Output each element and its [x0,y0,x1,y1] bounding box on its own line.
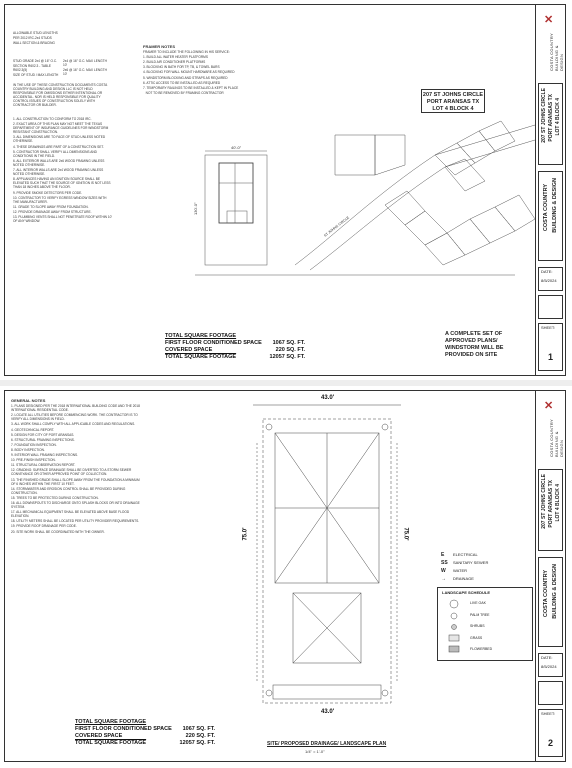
footage-row: FIRST FLOOR CONDITIONED SPACE 1067 SQ. FT. [165,340,305,346]
sheet-number: 2 [548,738,554,748]
note-line: 17. ALL MECHANICAL EQUIPMENT SHALL BE ELEVATED ABOVE BASE FLOOD ELEVATION. [11,510,131,519]
note-line: 4. BLOCKING FOR WALL MOUNT HARDWARE AS REQUIRED [143,70,235,75]
dim-top: 40'-0" [231,145,242,150]
stud-table-right [63,59,111,77]
sheet-separator [0,380,572,386]
note-line: 6. ALL EXTERIOR WALLS ARE 2x6 WOOD FRAMING UNLESS NOTED OTHERWISE. [13,158,106,167]
landscape-item: LIVE OAK [470,601,486,605]
note-line: 5. DESIGN FOR CITY OF PORT ARANSAS. [11,432,75,437]
date-field: DATE: 8/5/2024 [538,653,563,677]
plan-title: SITE/ PROPOSED DRAINAGE/ LANDSCAPE PLAN [267,741,387,747]
legend-item: W WATER [441,568,467,574]
note-line: 6. ATTIC ACCESS TO BE INSTALLED AS REQUIRED [143,80,221,85]
note-line: 1. ALL CONSTRUCTION TO CONFORM TO 2018 IRC. [13,117,92,121]
landscape-item: SHRUBS [470,624,485,628]
plan-scale: 1/4" = 1'-0" [305,749,325,754]
note-line: 7. FOUNDATION INSPECTION. [11,442,57,447]
note-line: 11. STRUCTURAL OBSERVATION REPORT. [11,463,76,468]
note-line: 8. BODY INSPECTION. [11,447,45,452]
title-block [535,5,565,375]
palm-tree-icon [451,613,457,619]
note-line: 7. TEMPORARY RAILINGS TO BE INSTALLED & KEPT IN PLACE [143,85,239,90]
titleblock-address: 207 ST JOHNS CIRCLE PORT ARANSAS TX LOT 4 BLOCK 4 [538,469,563,551]
drainage-plan-drawing [253,403,403,709]
note-line: 13. PLUMBING VENTS SHALL NOT PENETRATE ROOF WITHIN 10' OF ANY WINDOW. [13,214,113,224]
landscape-item: FLOWERBED [470,647,493,651]
titleblock-firm: COSTA COUNTRY BUILDING & DESIGN [538,557,563,647]
logo-mark-icon: ✕ [544,400,554,412]
dim-right: 75.0' [402,527,409,541]
footage-total: TOTAL SQUARE FOOTAGE 12057 SQ. FT. [165,354,305,360]
note-line: 3. ALL WORK SHALL COMPLY WITH ALL APPLICABLE CODES AND REGULATIONS. [11,422,136,427]
legend-item: E ELECTRICAL [441,552,478,558]
sheet-number: 1 [548,352,554,362]
utility-legend [441,551,488,583]
disclaimer-note [13,83,113,109]
company-logo [539,11,564,71]
approved-plans-note: A COMPLETE SET OF APPROVED PLANS/ WINDSTORM WILL BE PROVIDED ON SITE [445,331,504,358]
note-line: 3. BLOCKING IN BATH FOR TP, TB, & TOWEL BARS [143,65,220,70]
logo-text: COSTA COUNTRY BUILDING & DESIGN [549,33,564,71]
square-footage-table [165,333,305,361]
sheet-field: SHEET: 2 [538,709,563,757]
landscape-symbols [444,598,468,660]
general-notes-title: GENERAL NOTES [11,398,46,403]
note-line: 15. TREES TO BE PROTECTED DURING CONSTRUCTION. [11,495,99,500]
note-line: 12. PROVIDE DRAINAGE AWAY FROM STRUCTURE. [13,209,92,214]
note-line: NOT TO BE REMOVED BY FRAMING CONTRACTOR [143,90,224,95]
note-line: 13. THE FINISHED GRADE SHALL SLOPE AWAY FROM THE FOUNDATION A MINIMUM OF 6 INCHES WITHIN THE FIRST 10 FEET. [11,477,141,486]
note-line: 2x6 @ 16" O.C. MAX LENGTH 10' [63,68,108,77]
framer-notes-title: FRAMER NOTES [143,44,175,49]
footage-row: FIRST FLOOR CONDITIONED SPACE 1067 SQ. FT. [75,726,215,732]
note-line: WALL SECTION & BRACING [13,41,55,46]
titleblock-address: 207 ST JOHNS CIRCLE PORT ARANSAS TX LOT 4 BLOCK 4 [538,83,563,165]
landscape-schedule [437,587,533,661]
note-line: 2. LOCATE ALL UTILITIES BEFORE COMMENCING WORK. THE CONTRACTOR IS TO VERIFY ALL DIMENSIONS IN FIELD. [11,413,139,422]
footage-row: COVERED SPACE 220 SQ. FT. [75,733,215,739]
lot-boundary [205,155,267,265]
footage-row: COVERED SPACE 220 SQ. FT. [165,347,305,353]
dim-left: 75.0' [242,527,249,541]
stud-notes [13,31,103,46]
dim-top: 43.0' [321,395,335,401]
stud-table-left [13,59,61,78]
note-line: 14. STORMWATER AND EROSION CONTROL SHALL BE PROVIDED DURING CONSTRUCTION. [11,486,127,495]
note-line: 1. BUILD ALL WATER HEATER PLATFORMS [143,55,208,60]
note-line: SIZE OF STUD / MAX LENGTH [13,73,59,78]
note-line: 5. WINDSTORM BLOCKING AND STRAPS AS REQUIRED [143,75,228,80]
note-line: 5. CONTRACTOR SHALL VERIFY ALL DIMENSIONS AND CONDITIONS IN THE FIELD. [13,149,98,158]
note-line: 4. GEOTECHNICAL REPORT. [11,427,55,432]
note-line: STUD GRADE 2x4 @ 16" O.C. [13,59,58,63]
framer-notes [143,45,253,96]
note-line: 8. APPLIANCES HAVING AN IGNITION SOURCE SHALL BE ELEVATED SUCH THAT THE SOURCE OF IGNITION IS NOT LESS THAN 18 INCHES ABOVE THE FLOOR. [13,177,112,190]
note-line: 6. STRUCTURAL FRAMING INSPECTIONS. [11,437,75,442]
legend-item: → DRAINAGE [441,576,474,582]
note-line: 16. ALL DOWNSPOUTS TO DISCHARGE ONTO SPLASH BLOCKS OR INTO DRAINAGE SYSTEM. [11,500,141,510]
numbered-notes [13,117,113,224]
landscape-item: PALM TREE [470,613,490,617]
note-line: PER 2012 IRC-2x4 STUDS [13,36,52,41]
street-label: ST JOHNS CIRCLE [323,215,351,238]
sheet-field: SHEET: 1 [538,323,563,371]
note-line: 10. CONTRACTOR TO VERIFY EGRESS WINDOW SIZES WITH THE MANUFACTURER. [13,195,108,204]
note-line: SECTION R602.3 - TABLE R602.3(5) [13,64,52,73]
note-line: 19. PROVIDE ROOF DRAINAGE PER CODE. [11,524,77,529]
dim-bottom: 43.0' [321,709,335,715]
note-line: 7. ALL INTERIOR WALLS ARE 2x4 WOOD FRAMING UNLESS NOTED OTHERWISE. [13,168,105,177]
note-line: 3. ALL DIMENSIONS ARE TO FACE OF STUD UNLESS NOTED OTHERWISE. [13,135,107,144]
note-line: 2. EXACT AREA OF THIS PLAN MAY NOT MEET THE TEXAS DEPARTMENT OF INSURANCE GUIDELINES FOR WINDSTORM RESISTANT CONSTRUCTION. [13,122,110,135]
date-field: DATE: 8/5/2024 [538,267,563,291]
live-oak-icon [450,600,458,608]
site-plan-drawing [135,115,535,315]
square-footage-table [75,719,215,747]
note-line: FRAMER TO INCLUDE THE FOLLOWING IN HIS SERVICE: [143,50,230,55]
titleblock-firm: COSTA COUNTRY BUILDING & DESIGN [538,171,563,261]
logo-text: COSTA COUNTRY BUILDING & DESIGN [549,419,564,457]
footage-total: TOTAL SQUARE FOOTAGE 12057 SQ. FT. [75,740,215,746]
disclaimer-text: IN THE USE OF THESE CONSTRUCTION DOCUMENTS COSTA COUNTRY BUILDING AND DESIGN LLC IS NOT HELD RESPONSIBLE FOR OMISSIONS EITHER INTENTIONAL OR ACCIDENTAL. NOR IS HELD RESPONSIBLE FOR QUALITY CONTROL ISSUES OF CONSTRUCTION SOLELY WITH CONTRACTOR OR BUILDER. [13,83,108,108]
note-line: 18. UTILITY METERS SHALL BE LOCATED PER UTILITY PROVIDER REQUIREMENTS. [11,519,140,524]
street-curve [295,125,535,265]
address-line: 207 ST JOHNS CIRCLE [422,92,484,98]
landscape-title: LANDSCAPE SCHEDULE [442,590,491,595]
address-line: LOT 4 BLOCK 4 [432,106,474,112]
landscape-item: GRASS [470,636,483,640]
house-footprint [219,163,253,223]
note-line: 11. GRADE TO SLOPE AWAY FROM FOUNDATION. [13,204,89,209]
note-line: 12. GRADING: SURFACE DRAINAGE SHALL BE DIVERTED TO A STORM SEWER CONVEYANCE OR OTHER APPROVED POINT OF COLLECTION. [11,468,133,477]
legend-item: SS SANITARY SEWER [441,560,489,566]
sheet-1 [4,4,566,376]
note-line: ALLOWABLE STUD LENGTHS [13,31,58,35]
note-line: 10. PRE-FINISH INSPECTION. [11,458,56,463]
note-line: 9. INTERIOR WALL FRAMING INSPECTIONS. [11,453,79,458]
blank-field [538,681,563,705]
note-line: 20. SITE WORK SHALL BE COORDINATED WITH THE OWNER. [11,529,105,534]
lot-address-box [421,89,485,113]
title-block [535,391,565,761]
sheet-2 [4,390,566,762]
flowerbed-icon [449,646,459,652]
note-line: 1. PLANS DESIGNED PER THE 2018 INTERNATIONAL BUILDING CODE AND THE 2018 INTERNATIONAL RESIDENTIAL CODE. [11,404,141,413]
company-logo [539,397,564,457]
blank-field [538,295,563,319]
note-line: 2. BUILD AIR CONDITIONER PLATFORMS [143,60,206,65]
note-line: 9. PROVIDE SMOKE DETECTORS PER CODE. [13,190,83,195]
dim-side: 130'-0" [193,202,198,215]
shrub-icon [452,625,457,630]
general-notes [11,399,141,535]
footage-title: TOTAL SQUARE FOOTAGE [165,333,237,339]
footage-title: TOTAL SQUARE FOOTAGE [75,719,147,725]
note-line: 2x4 @ 16" O.C. MAX LENGTH 10' [63,59,108,68]
logo-mark-icon: ✕ [544,14,554,26]
address-line: PORT ARANSAS TX [426,99,480,105]
note-line: 4. THESE DRAWINGS ARE PART OF A CONSTRUCTION SET. [13,144,104,149]
grass-icon [449,635,459,641]
